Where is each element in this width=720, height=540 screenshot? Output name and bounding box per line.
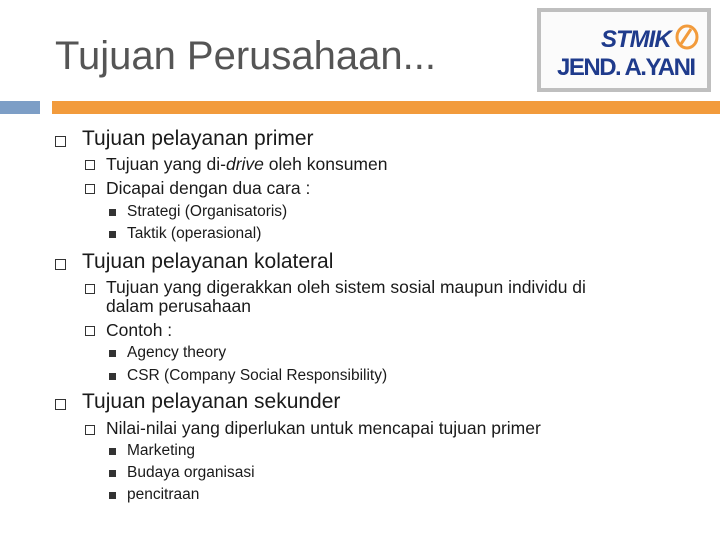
subitem-agency: Agency theory [127, 344, 227, 361]
bullet-box-icon [85, 160, 95, 170]
item-nilai-nilai: Nilai-nilai yang diperlukan untuk mencapai tujuan primer [106, 418, 541, 438]
section-heading-sekunder: Tujuan pelayanan sekunder [82, 390, 341, 413]
title-rule-orange [52, 101, 720, 114]
item-dicapai: Dicapai dengan dua cara : [106, 178, 311, 198]
subitem-csr: CSR (Company Social Responsibility) [127, 367, 388, 384]
slide-title: Tujuan Perusahaan... [55, 34, 436, 78]
title-rule-blue [0, 101, 40, 114]
section-heading-kolateral: Tujuan pelayanan kolateral [82, 250, 334, 273]
item-digerakkan-line2: dalam perusahaan [106, 296, 251, 316]
bullet-box-icon [85, 184, 95, 194]
logo-text-jend-ayani: JEND. A.YANI [557, 54, 695, 81]
bullet-box-icon [85, 326, 95, 336]
bullet-square-icon [109, 470, 116, 477]
item-digerakkan-line1: Tujuan yang digerakkan oleh sistem sosial maupun individu di [106, 277, 586, 297]
subitem-marketing: Marketing [127, 442, 196, 459]
item-contoh: Contoh : [106, 320, 173, 340]
bullet-box-icon [55, 259, 66, 270]
bullet-box-icon [85, 284, 95, 294]
logo-emblem-icon [675, 24, 699, 50]
bullet-box-icon [55, 399, 66, 410]
bullet-square-icon [109, 350, 116, 357]
subitem-pencitraan: pencitraan [127, 486, 200, 503]
stmik-logo [537, 8, 711, 92]
section-heading-primer: Tujuan pelayanan primer [82, 127, 314, 150]
bullet-box-icon [85, 425, 95, 435]
logo-text-stmik: STMIK [601, 26, 671, 53]
bullet-square-icon [109, 231, 116, 238]
item-drive-konsumen: Tujuan yang di-drive oleh konsumen [106, 154, 388, 174]
subitem-taktik: Taktik (operasional) [127, 225, 262, 242]
subitem-strategi: Strategi (Organisatoris) [127, 203, 288, 220]
subitem-budaya: Budaya organisasi [127, 464, 255, 481]
bullet-square-icon [109, 209, 116, 216]
bullet-square-icon [109, 448, 116, 455]
bullet-square-icon [109, 373, 116, 380]
bullet-box-icon [55, 136, 66, 147]
logo-inner [549, 18, 699, 82]
bullet-square-icon [109, 492, 116, 499]
